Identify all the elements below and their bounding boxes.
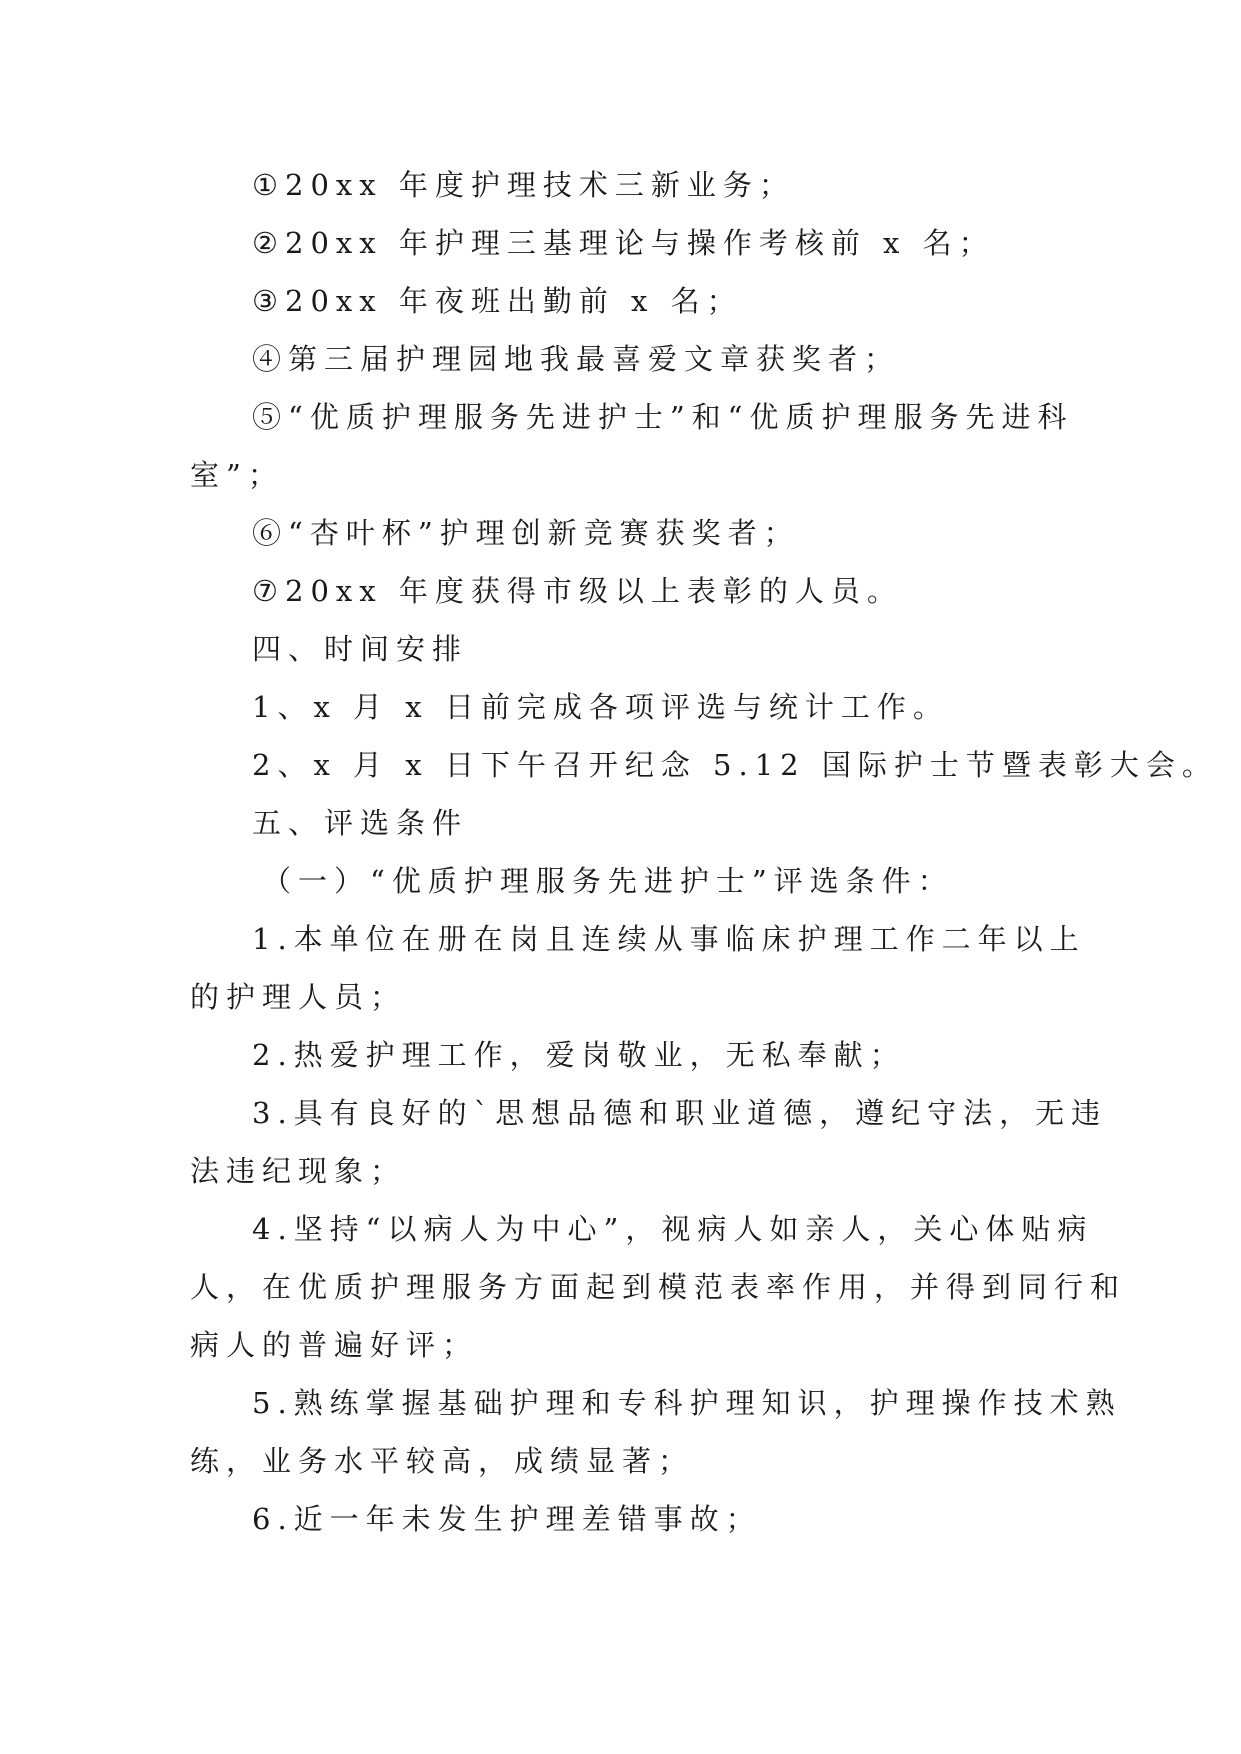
text-line: ③20xx 年夜班出勤前 x 名； xyxy=(252,284,743,318)
text-line: 1.本单位在册在岗且连续从事临床护理工作二年以上 xyxy=(252,922,1086,956)
text-line: 6.近一年未发生护理差错事故； xyxy=(252,1502,762,1536)
text-line: 室”； xyxy=(190,458,284,492)
document-page xyxy=(190,156,1218,1548)
section-heading: 五、评选条件 xyxy=(252,806,469,840)
text-line: 1、x 月 x 日前完成各项评选与统计工作。 xyxy=(252,690,949,724)
text-line: ⑥“杏叶杯”护理创新竞赛获奖者； xyxy=(252,516,800,550)
text-line: 3.具有良好的`思想品德和职业道德，遵纪守法，无违 xyxy=(252,1096,1108,1130)
text-line: 4.坚持“以病人为中心”，视病人如亲人，关心体贴病 xyxy=(252,1212,1094,1246)
text-line: 2.热爱护理工作，爱岗敬业，无私奉献； xyxy=(252,1038,906,1072)
text-line: 的护理人员； xyxy=(190,980,407,1014)
text-line: 2、x 月 x 日下午召开纪念 5.12 国际护士节暨表彰大会。 xyxy=(252,748,1218,782)
text-line: 病人的普遍好评； xyxy=(190,1328,479,1362)
text-line: 练，业务水平较高，成绩显著； xyxy=(190,1444,695,1478)
subsection-heading: （一）“优质护理服务先进护士”评选条件： xyxy=(262,864,954,898)
text-line: 人，在优质护理服务方面起到模范表率作用，并得到同行和 xyxy=(190,1270,1127,1304)
text-line: ②20xx 年护理三基理论与操作考核前 x 名； xyxy=(252,226,995,260)
text-line: 法违纪现象； xyxy=(190,1154,407,1188)
text-line: 5.熟练掌握基础护理和专科护理知识，护理操作技术熟 xyxy=(252,1386,1122,1420)
text-line: ⑤“优质护理服务先进护士”和“优质护理服务先进科 xyxy=(252,400,1074,434)
text-line: ⑦20xx 年度获得市级以上表彰的人员。 xyxy=(252,574,903,608)
text-line: ①20xx 年度护理技术三新业务； xyxy=(252,168,795,202)
section-heading: 四、时间安排 xyxy=(252,632,469,666)
text-line: ④第三届护理园地我最喜爱文章获奖者； xyxy=(252,342,901,376)
